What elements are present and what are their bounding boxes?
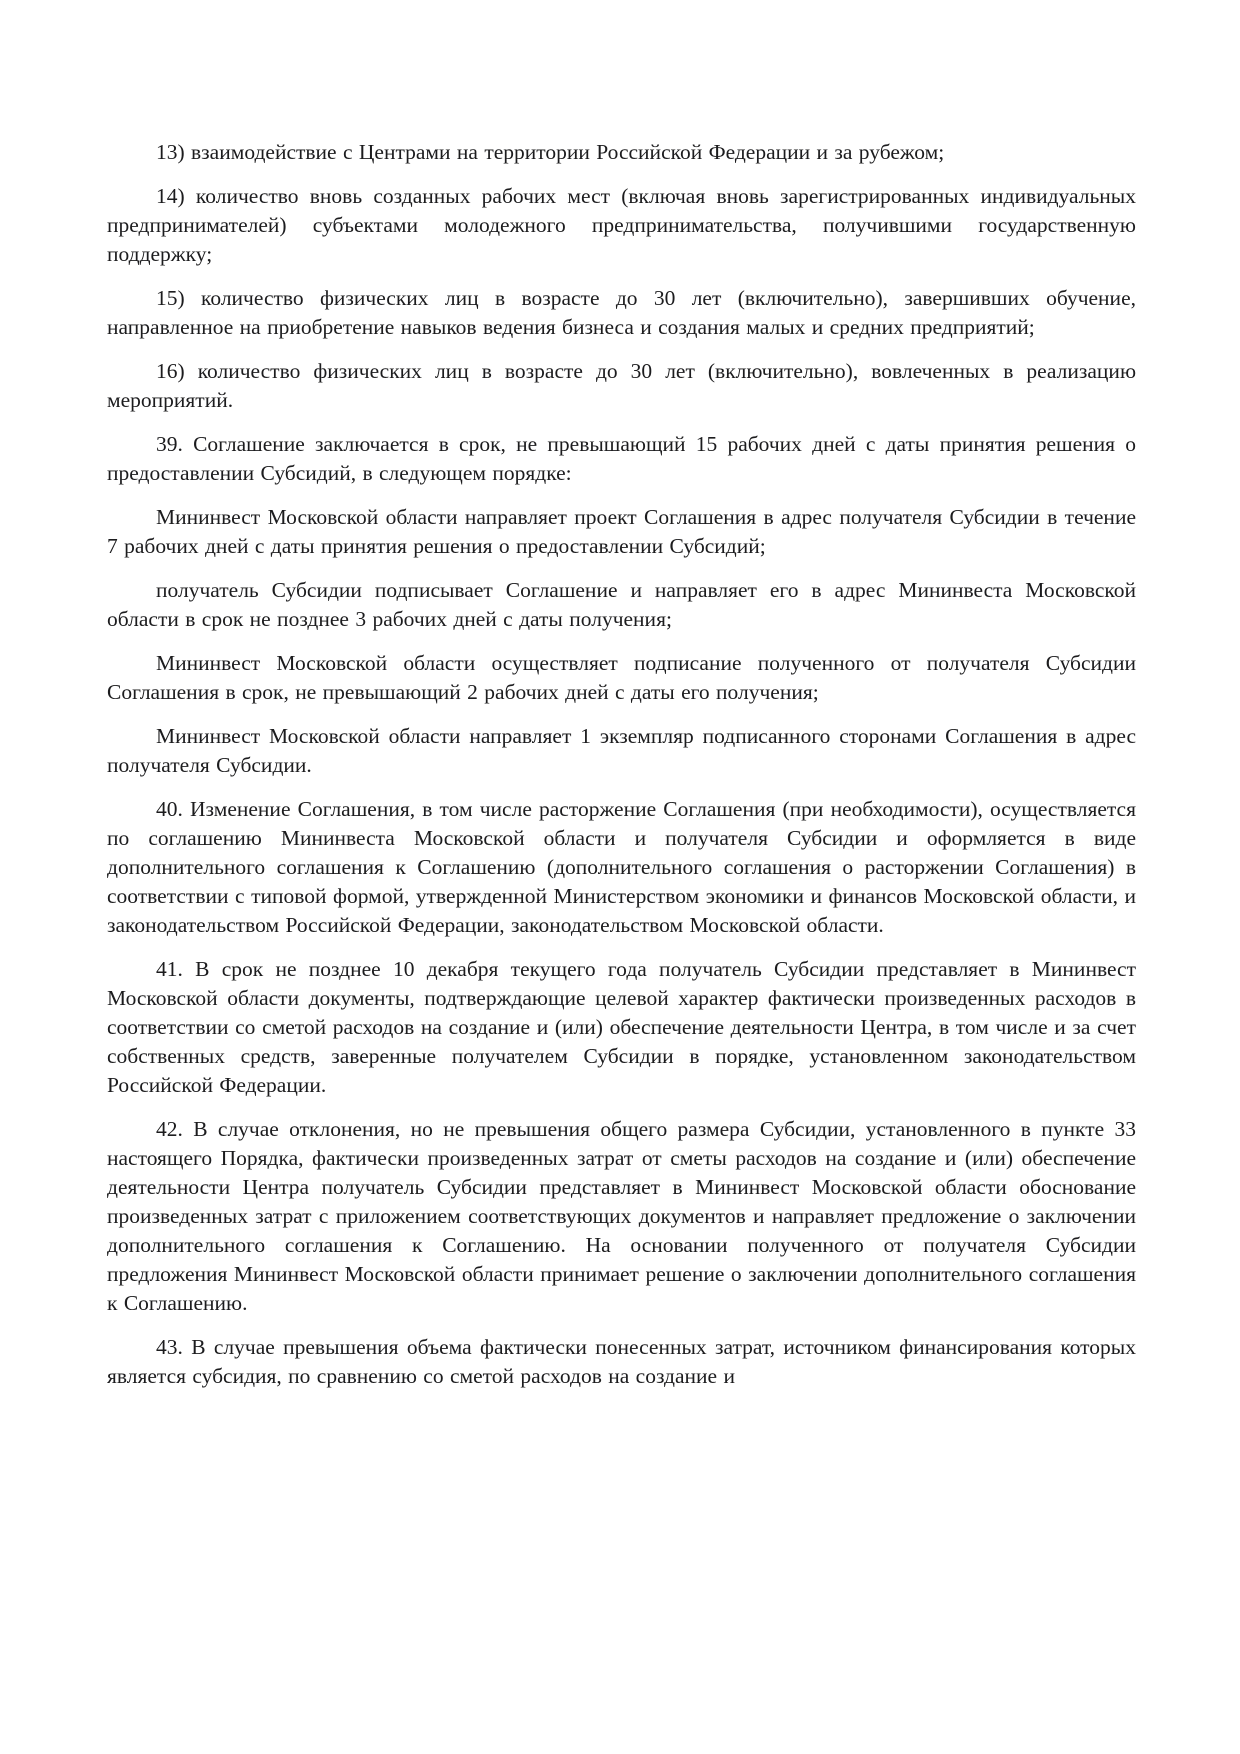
document-body: [107, 138, 1136, 1391]
paragraph-6: Мининвест Московской области направляет проект Соглашения в адрес получателя Субсидии в течение 7 рабочих дней с даты принятия решения о предоставлении Субсидий;: [107, 505, 1136, 558]
paragraph-8: Мининвест Московской области осуществляет подписание полученного от получателя Субсидии Соглашения в срок, не превышающий 2 рабочих дней с даты его получения;: [107, 651, 1136, 704]
paragraph-13: 43. В случае превышения объема фактически понесенных затрат, источником финансирования которых является субсидия, по сравнению со сметой расходов на создание и: [107, 1335, 1136, 1388]
paragraph-3: 15) количество физических лиц в возрасте до 30 лет (включительно), завершивших обучение, направленное на приобретение навыков ведения бизнеса и создания малых и средних предприятий;: [107, 286, 1136, 339]
paragraph-4: 16) количество физических лиц в возрасте до 30 лет (включительно), вовлеченных в реализацию мероприятий.: [107, 359, 1136, 412]
paragraph-9: Мининвест Московской области направляет 1 экземпляр подписанного сторонами Соглашения в адрес получателя Субсидии.: [107, 724, 1136, 777]
paragraph-10: 40. Изменение Соглашения, в том числе расторжение Соглашения (при необходимости), осуществляется по соглашению Мининвеста Московской области и получателя Субсидии и оформляется в виде дополнительного соглашения к Соглашению (дополнительного соглашения о расторжении Соглашения) в соответствии с типовой формой, утвержденной Министерством экономики и финансов Московской области, и законодательством Российской Федерации, законодательством Московской области.: [107, 797, 1136, 937]
paragraph-11: 41. В срок не позднее 10 декабря текущего года получатель Субсидии представляет в Мининвест Московской области документы, подтверждающие целевой характер фактически произведенных расходов в соответствии со сметой расходов на создание и (или) обеспечение деятельности Центра, в том числе и за счет собственных средств, заверенные получателем Субсидии в порядке, установленном законодательством Российской Федерации.: [107, 957, 1136, 1097]
paragraph-1: 13) взаимодействие с Центрами на территории Российской Федерации и за рубежом;: [156, 140, 945, 164]
paragraph-7: получатель Субсидии подписывает Соглашение и направляет его в адрес Мининвеста Московской области в срок не позднее 3 рабочих дней с даты получения;: [107, 578, 1136, 631]
paragraph-5: 39. Соглашение заключается в срок, не превышающий 15 рабочих дней с даты принятия решения о предоставлении Субсидий, в следующем порядке:: [107, 432, 1136, 485]
paragraph-12: 42. В случае отклонения, но не превышения общего размера Субсидии, установленного в пункте 33 настоящего Порядка, фактически произведенных затрат от сметы расходов на создание и (или) обеспечение деятельности Центра получатель Субсидии представляет в Мининвест Московской области обоснование произведенных затрат с приложением соответствующих документов и направляет предложение о заключении дополнительного соглашения к Соглашению. На основании полученного от получателя Субсидии предложения Мининвест Московской области принимает решение о заключении дополнительного соглашения к Соглашению.: [107, 1117, 1136, 1315]
paragraph-2: 14) количество вновь созданных рабочих мест (включая вновь зарегистрированных индивидуальных предпринимателей) субъектами молодежного предпринимательства, получившими государственную поддержку;: [107, 184, 1136, 266]
